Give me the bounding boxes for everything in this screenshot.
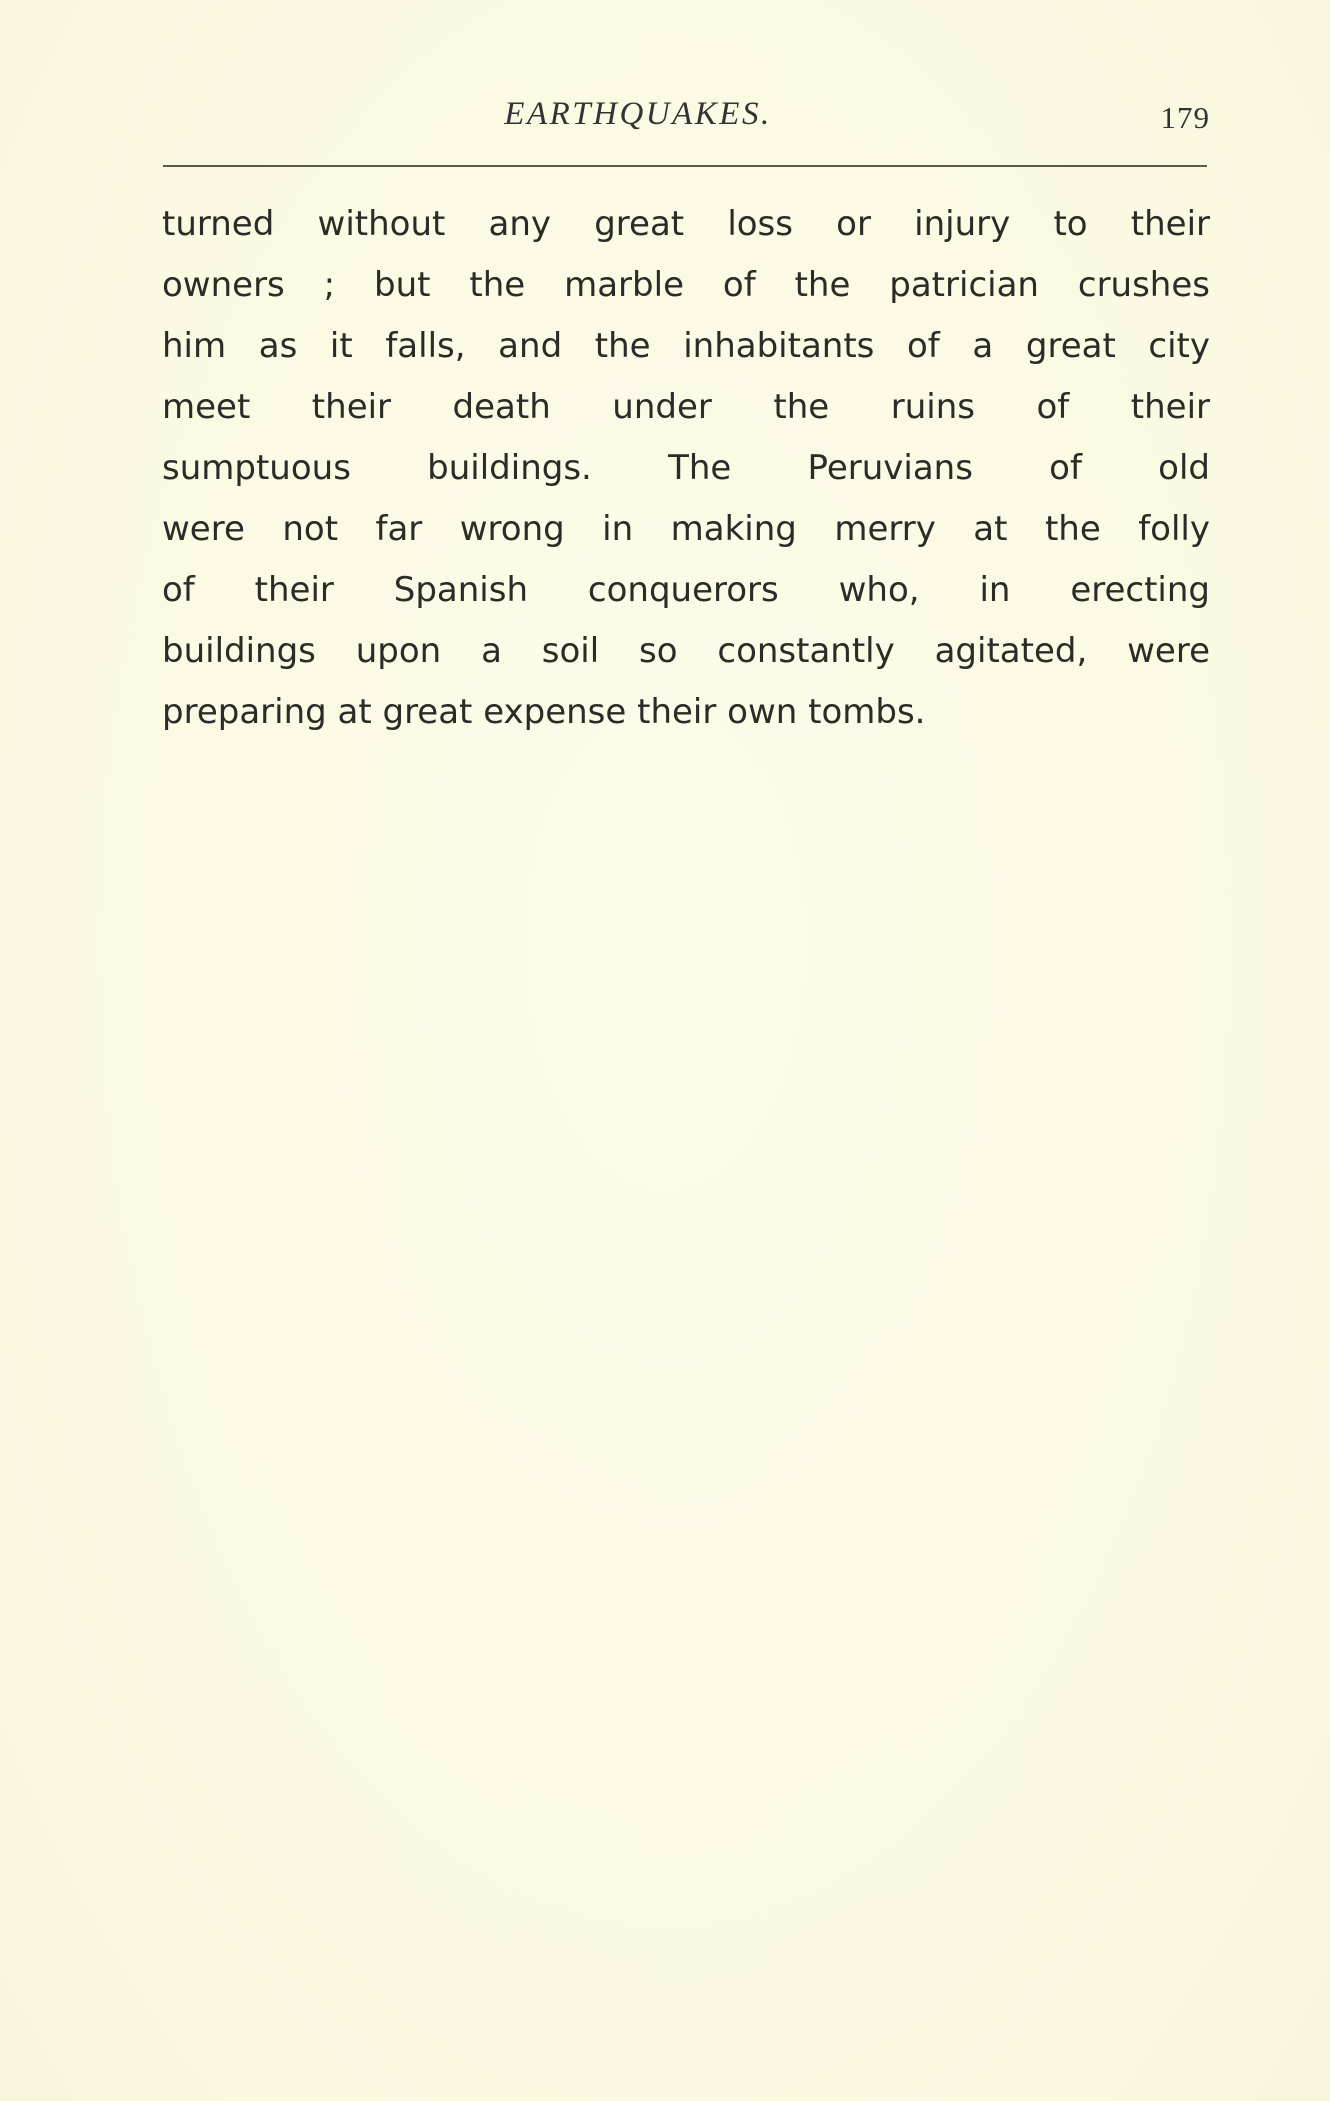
text-line: owners ; but the marble of the patrician crushes: [162, 265, 1210, 305]
text-line: of their Spanish conquerors who, in erecting: [162, 570, 1210, 610]
header-rule: [163, 165, 1207, 167]
text-line: buildings upon a soil so constantly agitated, were: [162, 631, 1210, 671]
running-head: [162, 96, 1210, 136]
text-line: meet their death under the ruins of their: [162, 387, 1210, 427]
page-number: 179: [1160, 100, 1210, 135]
text-line: were not far wrong in making merry at the folly: [162, 509, 1210, 549]
paragraph: [162, 194, 1210, 743]
text-line: him as it falls, and the inhabitants of a great city: [162, 326, 1210, 366]
running-title: EARTHQUAKES.: [504, 96, 772, 132]
text-line: turned without any great loss or injury to their: [162, 204, 1210, 244]
text-line: preparing at great expense their own tombs.: [162, 692, 926, 732]
text-line: sumptuous buildings. The Peruvians of old: [162, 448, 1210, 488]
